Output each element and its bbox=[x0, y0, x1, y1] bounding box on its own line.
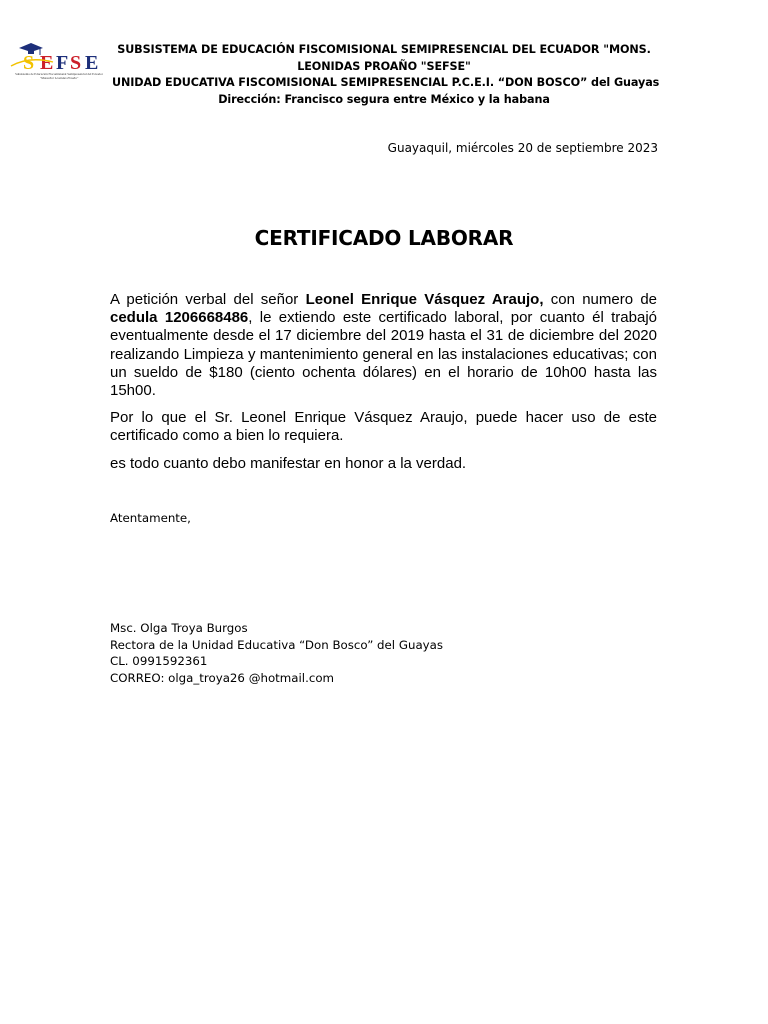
svg-text:F: F bbox=[56, 52, 69, 72]
body-p1-details: , le extiendo este certificado laboral, por cuanto él trabajó eventualmente desde el 17 diciembre del 2019 hasta el 31 de diciembre del 2020 realizando Limpieza y mantenimiento general en las instalaciones educativas; con un sueldo de $180 (ciento ochenta dólares) en el horario de 10h00 hasta las 15h00. bbox=[110, 309, 657, 400]
certificate-body bbox=[110, 291, 657, 482]
body-paragraph-1 bbox=[110, 291, 657, 400]
letterhead bbox=[112, 42, 660, 108]
sefse-logo-graphic bbox=[9, 42, 109, 72]
letterhead-line-2: LEONIDAS PROAÑO "SEFSE" bbox=[297, 59, 471, 73]
logo-caption-line1: Subsistema de Educación Fiscomisional Semipresencial del Ecuador bbox=[15, 72, 103, 76]
letterhead-line-1: SUBSISTEMA DE EDUCACIÓN FISCOMISIONAL SEMIPRESENCIAL DEL ECUADOR "MONS. bbox=[117, 43, 651, 56]
signatory-id: CL. 0991592361 bbox=[110, 654, 208, 669]
svg-text:S: S bbox=[70, 52, 82, 72]
svg-text:E: E bbox=[85, 52, 99, 72]
logo-caption-line2: "Monseñor Leonidas Proaño" bbox=[39, 76, 79, 80]
svg-text:S: S bbox=[23, 52, 35, 72]
svg-text:E: E bbox=[40, 52, 54, 72]
closing-salutation: Atentamente, bbox=[110, 511, 191, 525]
letterhead-line-3: UNIDAD EDUCATIVA FISCOMISIONAL SEMIPRESENCIAL P.C.E.I. “DON BOSCO” del Guayas bbox=[112, 76, 660, 89]
body-p1-mid: con numero de bbox=[543, 291, 657, 308]
signature-block bbox=[110, 620, 443, 687]
sefse-logo bbox=[9, 42, 109, 86]
logo-caption bbox=[9, 72, 109, 80]
letterhead-address: Dirección: Francisco segura entre México y la habana bbox=[218, 92, 550, 106]
employee-cedula: cedula 1206668486 bbox=[110, 309, 249, 327]
signatory-name: Msc. Olga Troya Burgos bbox=[110, 621, 248, 635]
document-title: CERTIFICADO LABORAR bbox=[254, 226, 514, 250]
signatory-role: Rectora de la Unidad Educativa “Don Bosco” del Guayas bbox=[110, 637, 444, 652]
employee-name: Leonel Enrique Vásquez Araujo, bbox=[305, 291, 544, 308]
letter-date: Guayaquil, miércoles 20 de septiembre 2023 bbox=[387, 141, 658, 155]
body-paragraph-3: es todo cuanto debo manifestar en honor a la verdad. bbox=[110, 454, 467, 472]
signatory-email: CORREO: olga_troya26 @hotmail.com bbox=[110, 671, 335, 686]
body-paragraph-2: Por lo que el Sr. Leonel Enrique Vásquez Araujo, puede hacer uso de este certificado como a bien lo requiera. bbox=[110, 409, 657, 445]
body-p1-intro: A petición verbal del señor bbox=[110, 291, 306, 308]
